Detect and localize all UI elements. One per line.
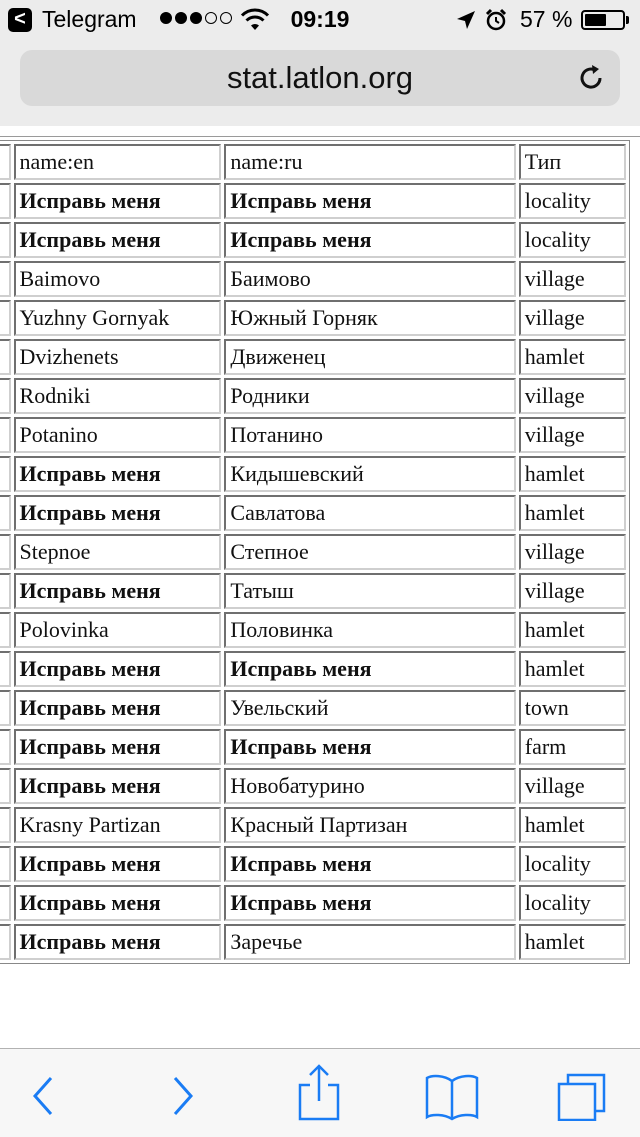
- name-ru-cell: Татыш: [224, 573, 515, 609]
- name-en-cell: Исправь меня: [14, 690, 222, 726]
- name-ru-cell: Исправь меня: [224, 183, 515, 219]
- type-cell: locality: [519, 885, 626, 921]
- header-name-en: name:en: [14, 144, 222, 180]
- type-cell: hamlet: [519, 339, 626, 375]
- tabs-icon[interactable]: [556, 1071, 606, 1121]
- name-en-cell: Yuzhny Gornyak: [14, 300, 222, 336]
- carrier-label: Telegram: [42, 6, 137, 32]
- table-cell: [0, 885, 11, 921]
- type-cell: village: [519, 573, 626, 609]
- name-ru-cell: Родники: [224, 378, 515, 414]
- name-ru-cell: Исправь меня: [224, 846, 515, 882]
- type-cell: village: [519, 768, 626, 804]
- name-ru-cell: Новобатурино: [224, 768, 515, 804]
- share-icon[interactable]: [293, 1063, 345, 1121]
- table-row: [0, 573, 626, 609]
- table-cell: [0, 534, 11, 570]
- type-cell: village: [519, 534, 626, 570]
- name-ru-cell: Исправь меня: [224, 222, 515, 258]
- name-ru-cell: Исправь меня: [224, 651, 515, 687]
- table-row: [0, 612, 626, 648]
- table-row: [0, 807, 626, 843]
- type-cell: village: [519, 378, 626, 414]
- name-en-cell: Stepnoe: [14, 534, 222, 570]
- table-row: [0, 924, 626, 960]
- type-cell: locality: [519, 222, 626, 258]
- name-ru-cell: Движенец: [224, 339, 515, 375]
- table-row: [0, 885, 626, 921]
- type-cell: village: [519, 417, 626, 453]
- name-en-cell: Исправь меня: [14, 729, 222, 765]
- name-en-cell: Исправь меня: [14, 495, 222, 531]
- table-row: [0, 417, 626, 453]
- type-cell: hamlet: [519, 456, 626, 492]
- name-ru-cell: Кидышевский: [224, 456, 515, 492]
- table-row: [0, 651, 626, 687]
- table-cell: [0, 690, 11, 726]
- table-cell: [0, 456, 11, 492]
- table-cell: [0, 261, 11, 297]
- name-ru-cell: Южный Горняк: [224, 300, 515, 336]
- name-en-cell: Исправь меня: [14, 885, 222, 921]
- table-row: [0, 378, 626, 414]
- reload-icon[interactable]: [576, 63, 606, 93]
- table-row: [0, 339, 626, 375]
- table-row: [0, 495, 626, 531]
- battery-tip: [626, 16, 629, 24]
- name-en-cell: Исправь меня: [14, 846, 222, 882]
- clock: 09:19: [290, 6, 350, 32]
- table-cell: [0, 729, 11, 765]
- type-cell: hamlet: [519, 924, 626, 960]
- name-en-cell: Исправь меня: [14, 924, 222, 960]
- type-cell: farm: [519, 729, 626, 765]
- table-cell: [0, 924, 11, 960]
- table-cell: [0, 183, 11, 219]
- back-glyph: <: [14, 8, 26, 30]
- name-en-cell: Исправь меня: [14, 651, 222, 687]
- alarm-icon: [485, 8, 507, 32]
- type-cell: hamlet: [519, 612, 626, 648]
- battery-percent: 57 %: [520, 6, 573, 32]
- name-en-cell: Исправь меня: [14, 573, 222, 609]
- table-row: [0, 690, 626, 726]
- location-arrow-icon: [455, 9, 477, 31]
- name-en-cell: Polovinka: [14, 612, 222, 648]
- name-ru-cell: Баимово: [224, 261, 515, 297]
- name-ru-cell: Потанино: [224, 417, 515, 453]
- address-bar[interactable]: [20, 50, 620, 106]
- table-cell: [0, 300, 11, 336]
- name-ru-cell: Половинка: [224, 612, 515, 648]
- table-cell: [0, 768, 11, 804]
- type-cell: village: [519, 300, 626, 336]
- name-ru-cell: Исправь меня: [224, 729, 515, 765]
- table-row: [0, 261, 626, 297]
- bookmarks-icon[interactable]: [424, 1071, 480, 1121]
- browser-toolbar: [0, 1048, 640, 1137]
- table-cell: [0, 144, 11, 180]
- name-en-cell: Rodniki: [14, 378, 222, 414]
- name-en-cell: Dvizhenets: [14, 339, 222, 375]
- page-content[interactable]: [0, 126, 640, 1048]
- name-ru-cell: Увельский: [224, 690, 515, 726]
- name-ru-cell: Савлатова: [224, 495, 515, 531]
- table-row: [0, 456, 626, 492]
- table-cell: [0, 651, 11, 687]
- status-bar: [0, 0, 640, 40]
- type-cell: hamlet: [519, 651, 626, 687]
- type-cell: locality: [519, 846, 626, 882]
- chevron-right-icon[interactable]: [158, 1071, 208, 1121]
- type-cell: locality: [519, 183, 626, 219]
- name-en-cell: Исправь меня: [14, 768, 222, 804]
- table-cell: [0, 495, 11, 531]
- name-en-cell: Исправь меня: [14, 456, 222, 492]
- table-row: [0, 534, 626, 570]
- url-text[interactable]: stat.latlon.org: [226, 60, 414, 95]
- name-ru-cell: Заречье: [224, 924, 515, 960]
- table-row: [0, 222, 626, 258]
- places-table: [0, 140, 630, 964]
- chevron-left-icon[interactable]: [18, 1071, 68, 1121]
- name-en-cell: Potanino: [14, 417, 222, 453]
- type-cell: hamlet: [519, 495, 626, 531]
- table-cell: [0, 222, 11, 258]
- horizontal-rule: [0, 136, 640, 137]
- table-row: [0, 846, 626, 882]
- table-cell: [0, 612, 11, 648]
- name-en-cell: Исправь меня: [14, 222, 222, 258]
- type-cell: village: [519, 261, 626, 297]
- table-row: [0, 183, 626, 219]
- name-ru-cell: Исправь меня: [224, 885, 515, 921]
- table-row: [0, 768, 626, 804]
- name-en-cell: Krasny Partizan: [14, 807, 222, 843]
- header-name-ru: name:ru: [224, 144, 515, 180]
- name-ru-cell: Степное: [224, 534, 515, 570]
- type-cell: hamlet: [519, 807, 626, 843]
- name-ru-cell: Красный Партизан: [224, 807, 515, 843]
- table-cell: [0, 417, 11, 453]
- table-cell: [0, 339, 11, 375]
- table-cell: [0, 807, 11, 843]
- table-cell: [0, 846, 11, 882]
- table-row: [0, 300, 626, 336]
- table-row: [0, 729, 626, 765]
- table-cell: [0, 573, 11, 609]
- table-header-row: [0, 144, 626, 180]
- header-type: Тип: [519, 144, 626, 180]
- battery-icon: [581, 10, 625, 30]
- table-cell: [0, 378, 11, 414]
- name-en-cell: Baimovo: [14, 261, 222, 297]
- browser-address-area: [0, 40, 640, 127]
- name-en-cell: Исправь меня: [14, 183, 222, 219]
- type-cell: town: [519, 690, 626, 726]
